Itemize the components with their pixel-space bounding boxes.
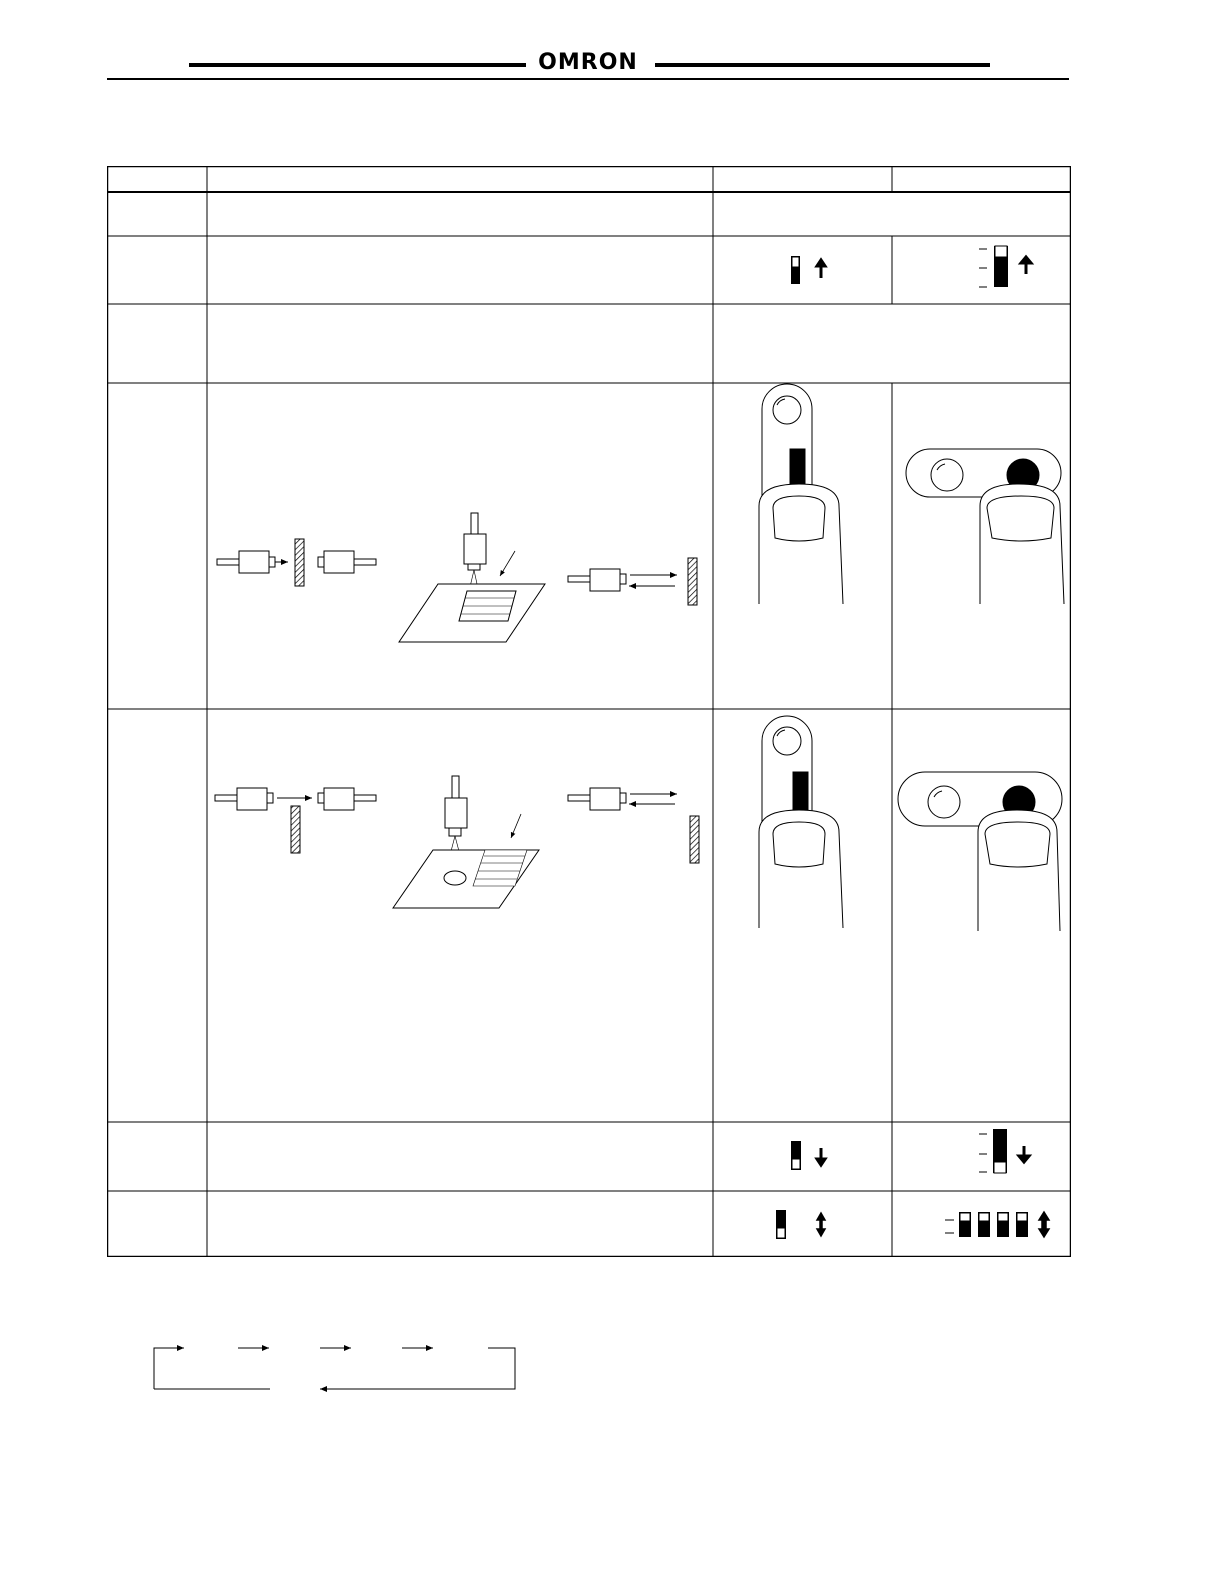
omron-logo: OMRON <box>538 50 638 75</box>
row-6-switch-down-large <box>979 1129 1029 1173</box>
row-2-switch-up-small <box>791 256 825 284</box>
header-bar-right <box>655 63 990 67</box>
mode-cycle-svg <box>150 1340 520 1395</box>
header-bar-left <box>189 63 526 67</box>
header-rule <box>107 78 1069 80</box>
row-5-finger-press-icon-1 <box>759 716 843 928</box>
row-4-finger-press-icon-2 <box>906 449 1064 604</box>
row-5-finger-press-icon-2 <box>898 772 1062 931</box>
row-4-diffuse-diagram <box>399 513 545 642</box>
row-4-finger-press-icon-1 <box>759 384 843 604</box>
mode-cycle-diagram <box>150 1340 520 1395</box>
row-5-retroreflective-diagram <box>568 788 699 863</box>
table-grid <box>107 166 1071 1257</box>
row-5-through-beam-diagram <box>215 788 376 853</box>
page-header <box>0 0 1224 90</box>
row-2-switch-up-large <box>979 246 1031 287</box>
row-6-switch-down-small <box>791 1141 825 1170</box>
procedure-table <box>107 166 1071 1257</box>
row-4-retroreflective-diagram <box>568 558 697 605</box>
row-4-through-beam-diagram <box>217 539 376 586</box>
row-5-diffuse-diagram <box>393 776 539 908</box>
row-7-switch-updown-large <box>945 1212 1049 1237</box>
procedure-table-svg <box>107 166 1071 1257</box>
row-7-switch-updown-small <box>776 1210 825 1239</box>
